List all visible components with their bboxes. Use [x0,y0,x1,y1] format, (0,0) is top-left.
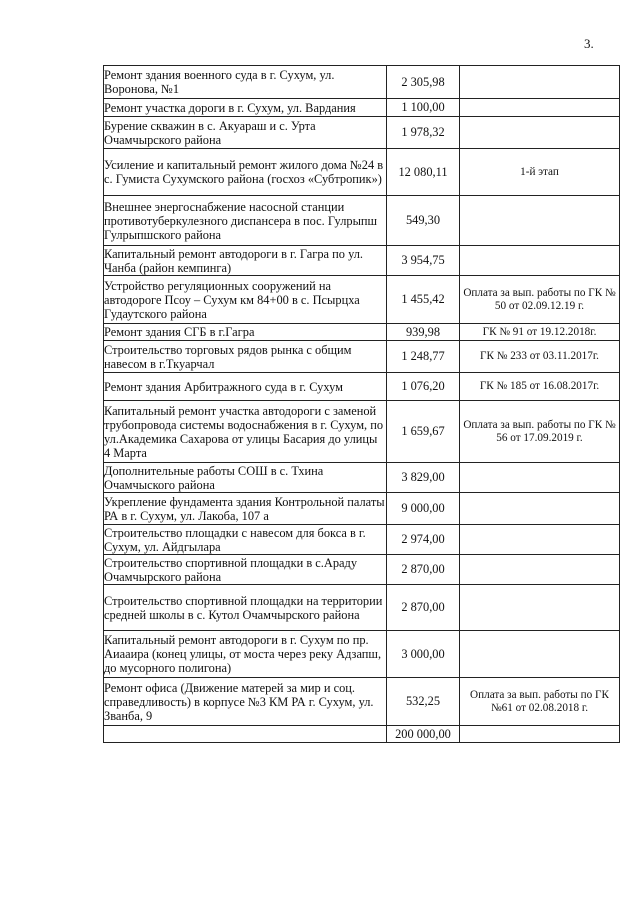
row-description: Капитальный ремонт автодороги в г. Гагра по ул. Чанба (район кемпинга) [104,246,387,276]
row-description: Строительство спортивной площадки в с.Араду Очамчырского района [104,555,387,585]
row-description: Ремонт здания Арбитражного суда в г. Сухум [104,373,387,401]
row-note: ГК № 91 от 19.12.2018г. [460,324,620,341]
row-amount: 12 080,11 [387,149,460,196]
row-description: Строительство торговых рядов рынка с общим навесом в г.Ткуарчал [104,341,387,373]
table-row [104,401,620,463]
table-row [104,493,620,525]
row-description: Капитальный ремонт автодороги в г. Сухум по пр. Аиааира (конец улицы, от моста через реку Адзапш, до мусорного полигона) [104,631,387,678]
row-note [460,525,620,555]
row-description: Ремонт здания военного суда в г. Сухум, ул. Воронова, №1 [104,66,387,99]
table-row [104,373,620,401]
row-description: Бурение скважин в с. Акуараш и с. Урта Очамчырского района [104,117,387,149]
row-amount: 939,98 [387,324,460,341]
row-description: Капитальный ремонт участка автодороги с заменой трубопровода системы водоснабжения в г. Сухум, по ул.Академика Сахарова от улицы Басария до улицы 4 Марта [104,401,387,463]
row-note: ГК № 233 от 03.11.2017г. [460,341,620,373]
total-note [460,726,620,743]
table-row [104,341,620,373]
expenditure-table [103,65,620,743]
table-row [104,246,620,276]
page-number: 3. [584,36,594,51]
table-row [104,678,620,726]
row-note: 1-й этап [460,149,620,196]
row-note [460,631,620,678]
row-description: Ремонт здания СГБ в г.Гагра [104,324,387,341]
row-amount: 1 076,20 [387,373,460,401]
row-amount: 1 100,00 [387,99,460,117]
row-note [460,196,620,246]
row-note: Оплата за вып. работы по ГК № 50 от 02.09.12.19 г. [460,276,620,324]
row-note [460,117,620,149]
row-amount: 3 954,75 [387,246,460,276]
row-amount: 2 305,98 [387,66,460,99]
row-amount: 2 870,00 [387,585,460,631]
table-row [104,99,620,117]
row-note [460,99,620,117]
table-row [104,66,620,99]
total-amount: 200 000,00 [387,726,460,743]
table-body [104,66,620,743]
row-description: Ремонт офиса (Движение матерей за мир и соц. справедливость) в корпусе №3 КМ РА г. Сухум, ул. Званба, 9 [104,678,387,726]
row-description: Строительство площадки с навесом для бокса в г. Сухум, ул. Айдгылара [104,525,387,555]
row-note [460,585,620,631]
row-note [460,555,620,585]
row-note [460,246,620,276]
row-note [460,463,620,493]
table-row [104,276,620,324]
row-amount: 1 978,32 [387,117,460,149]
total-row [104,726,620,743]
row-amount: 2 974,00 [387,525,460,555]
row-note [460,493,620,525]
row-amount: 3 000,00 [387,631,460,678]
row-amount: 2 870,00 [387,555,460,585]
row-description: Внешнее энергоснабжение насосной станции противотуберкулезного диспансера в пос. Гулрыпш Гулрыпшского района [104,196,387,246]
row-amount: 1 455,42 [387,276,460,324]
row-note: Оплата за вып. работы по ГК №61 от 02.08.2018 г. [460,678,620,726]
row-description: Строительство спортивной площадки на территории средней школы в с. Кутол Очамчырского района [104,585,387,631]
row-note: ГК № 185 от 16.08.2017г. [460,373,620,401]
row-description: Укрепление фундамента здания Контрольной палаты РА в г. Сухум, ул. Лакоба, 107 а [104,494,385,523]
table-row [104,117,620,149]
total-description [104,726,387,743]
table-row [104,585,620,631]
row-note: Оплата за вып. работы по ГК № 56 от 17.09.2019 г. [460,401,620,463]
row-description: Дополнительные работы СОШ в с. Тхина Очамчыского района [104,463,387,493]
table-row [104,196,620,246]
table-row [104,324,620,341]
row-amount: 3 829,00 [387,463,460,493]
row-description: Ремонт участка дороги в г. Сухум, ул. Вардания [104,99,387,117]
row-amount: 549,30 [387,196,460,246]
table-row [104,463,620,493]
table-row [104,555,620,585]
row-amount: 9 000,00 [387,493,460,525]
row-amount: 1 659,67 [387,401,460,463]
row-description: Усиление и капитальный ремонт жилого дома №24 в с. Гумиста Сухумского района (госхоз «Субтропик») [104,149,387,196]
table-row [104,631,620,678]
table-row [104,525,620,555]
row-amount: 532,25 [387,678,460,726]
table-row [104,149,620,196]
row-note [460,66,620,99]
row-amount: 1 248,77 [387,341,460,373]
row-description: Устройство регуляционных сооружений на автодороге Псоу – Сухум км 84+00 в с. Псырцха Гудаутского района [104,276,387,324]
